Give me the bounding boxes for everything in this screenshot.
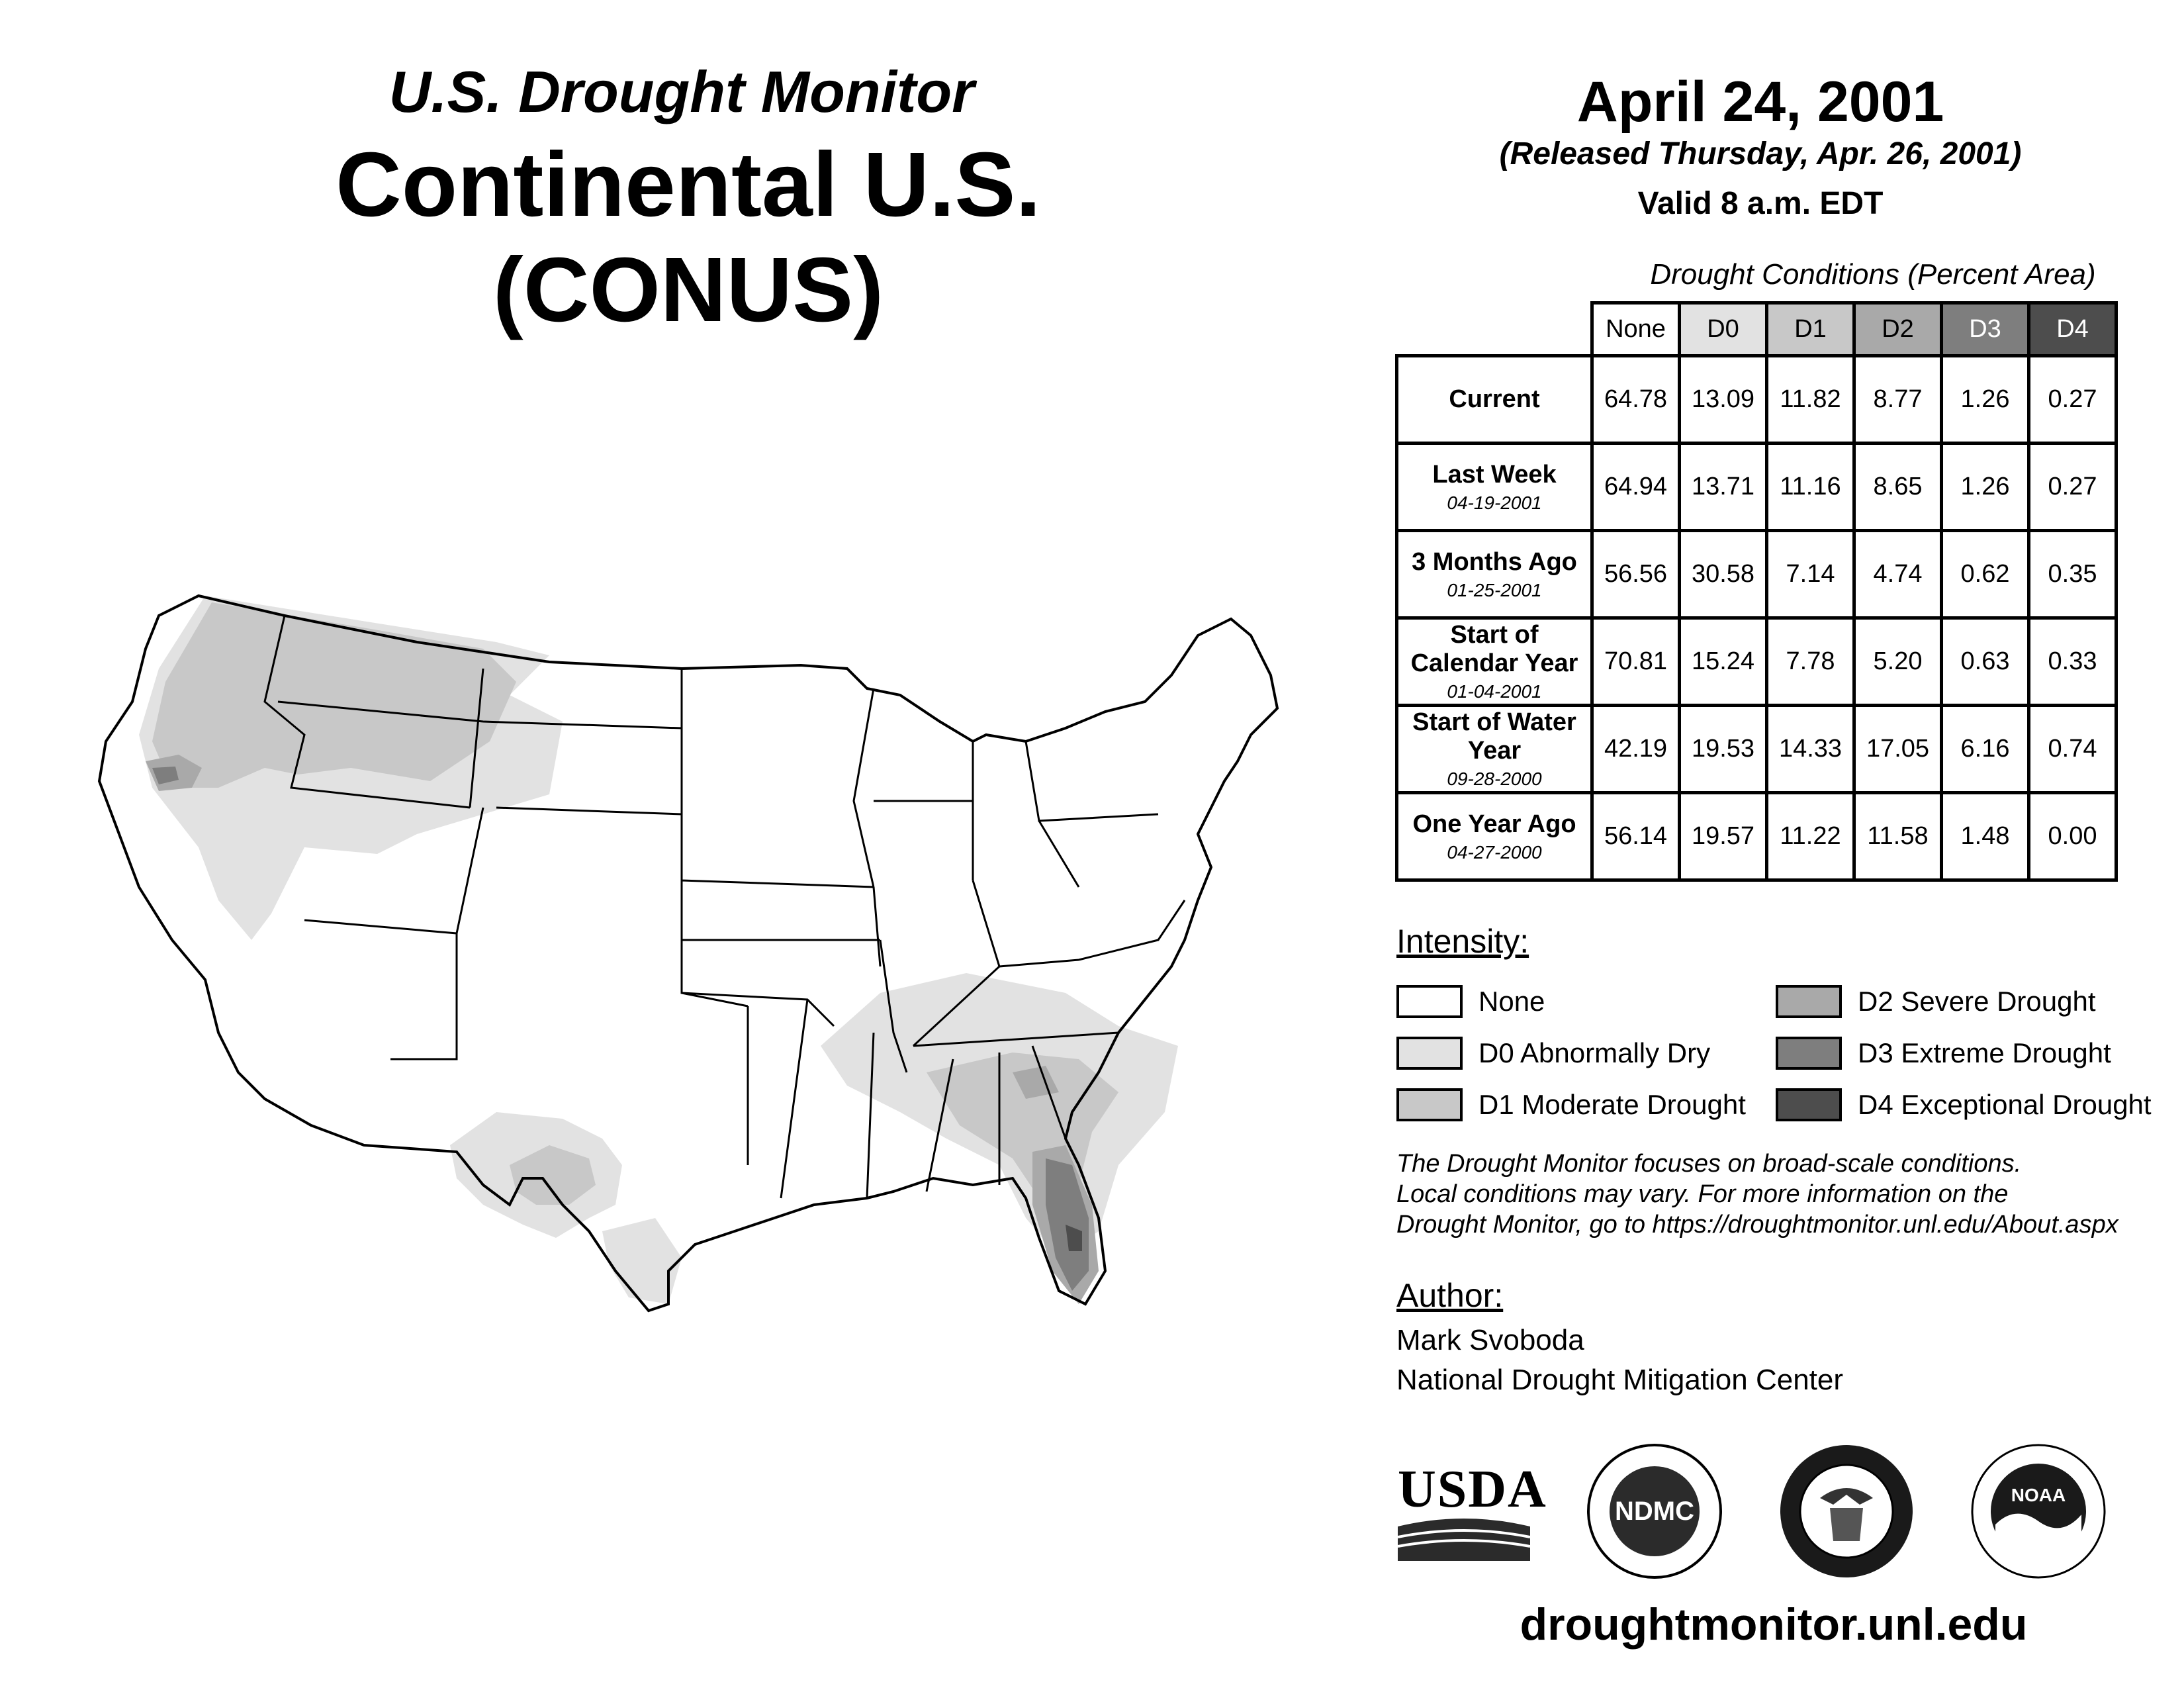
table-cell: 0.35: [2029, 531, 2116, 618]
row-header: [1397, 706, 1592, 793]
table-row-current: [1397, 356, 2116, 444]
table-cell: 19.57: [1680, 793, 1767, 880]
author-name: Mark Svoboda: [1396, 1324, 1584, 1356]
row-date: 01-04-2001: [1447, 681, 1542, 702]
legend-swatch: [1776, 985, 1842, 1018]
table-cell: 17.05: [1854, 706, 1942, 793]
table-cell: 15.24: [1680, 618, 1767, 706]
table-cell: 0.00: [2029, 793, 2116, 880]
table-cell: 64.78: [1592, 356, 1680, 444]
table-cell: 11.16: [1767, 444, 1854, 531]
table-cell: 1.26: [1942, 444, 2029, 531]
legend-label: D0 Abnormally Dry: [1479, 1037, 1711, 1068]
release-date: (Released Thursday, Apr. 26, 2001): [1499, 136, 2022, 171]
table-cell: 0.27: [2029, 356, 2116, 444]
row-label: Start of Calendar Year: [1410, 621, 1578, 677]
table-cell: 64.94: [1592, 444, 1680, 531]
table-cell: 6.16: [1942, 706, 2029, 793]
legend-item-none: [1396, 983, 1545, 1020]
row-label: Start of Water Year: [1412, 708, 1576, 765]
table-cell: 0.27: [2029, 444, 2116, 531]
table-caption: Drought Conditions (Percent Area): [1650, 258, 2096, 291]
drought-shading: [139, 596, 1178, 1304]
table-corner: [1397, 303, 1592, 356]
row-header: [1397, 793, 1592, 880]
note-line-2: Local conditions may vary. For more information on the: [1396, 1180, 2009, 1208]
table-body: [1397, 356, 2116, 880]
legend-title: Intensity:: [1396, 923, 1529, 960]
map-subtitle: U.S. Drought Monitor: [388, 59, 975, 124]
noaa-seal-icon: [1969, 1442, 2108, 1581]
table-cell: 14.33: [1767, 706, 1854, 793]
legend-item-d1: [1396, 1086, 1746, 1123]
legend-label: D2 Severe Drought: [1858, 986, 2096, 1017]
author-organization: National Drought Mitigation Center: [1396, 1364, 1844, 1396]
legend-swatch: [1396, 1037, 1463, 1070]
table-row-start-of-calendar-year: [1397, 618, 2116, 706]
disclaimer-note: [1396, 1149, 2177, 1240]
row-date: 04-19-2001: [1447, 492, 1542, 514]
table-cell: 8.77: [1854, 356, 1942, 444]
row-label: Current: [1449, 385, 1540, 414]
table-cell: 0.74: [2029, 706, 2116, 793]
table-cell: 11.82: [1767, 356, 1854, 444]
legend-swatch: [1396, 985, 1463, 1018]
row-header: [1397, 444, 1592, 531]
table-cell: 56.14: [1592, 793, 1680, 880]
table-cell: 13.09: [1680, 356, 1767, 444]
table-cell: 7.78: [1767, 618, 1854, 706]
usda-hills-icon: [1398, 1515, 1530, 1561]
website-url[interactable]: droughtmonitor.unl.edu: [1520, 1599, 2028, 1650]
row-date: 04-27-2000: [1447, 842, 1542, 863]
drought-area-northwest-d1: [152, 602, 516, 788]
legend-label: D1 Moderate Drought: [1479, 1089, 1746, 1120]
commerce-seal-icon: [1777, 1442, 1916, 1581]
row-header: [1397, 618, 1592, 706]
table-cell: 1.26: [1942, 356, 2029, 444]
legend-label: None: [1479, 986, 1545, 1017]
table-row-start-of-water-year: [1397, 706, 2116, 793]
legend-label: D3 Extreme Drought: [1858, 1037, 2111, 1068]
legend-item-d0: [1396, 1035, 1710, 1072]
table-cell: 1.48: [1942, 793, 2029, 880]
table-cell: 30.58: [1680, 531, 1767, 618]
drought-stats-table: [1395, 301, 2118, 882]
table-row-last-week: [1397, 444, 2116, 531]
table-cell: 7.14: [1767, 531, 1854, 618]
col-header-d1: D1: [1767, 303, 1854, 356]
note-line-1: The Drought Monitor focuses on broad-scale conditions.: [1396, 1150, 2022, 1178]
map-title: Continental U.S. (CONUS): [336, 134, 1041, 341]
legend-swatch: [1396, 1088, 1463, 1121]
row-header: [1397, 356, 1592, 444]
legend-item-d4: [1776, 1086, 2152, 1123]
table-cell: 4.74: [1854, 531, 1942, 618]
table-cell: 56.56: [1592, 531, 1680, 618]
ndmc-seal-icon: [1585, 1442, 1724, 1581]
table-cell: 8.65: [1854, 444, 1942, 531]
map-date: April 24, 2001: [1576, 70, 1944, 134]
valid-time: Valid 8 a.m. EDT: [1637, 186, 1884, 221]
row-label: 3 Months Ago: [1412, 547, 1577, 576]
usda-logo-text: USDA: [1398, 1460, 1547, 1519]
ndmc-seal-text: NDMC: [1615, 1497, 1694, 1526]
col-header-d4: D4: [2029, 303, 2116, 356]
row-date: 01-25-2001: [1447, 580, 1542, 601]
table-cell: 13.71: [1680, 444, 1767, 531]
note-line-3: Drought Monitor, go to https://droughtmonitor.unl.edu/About.aspx: [1396, 1211, 2118, 1239]
drought-map: [86, 569, 1297, 1344]
col-header-d0: D0: [1680, 303, 1767, 356]
table-cell: 42.19: [1592, 706, 1680, 793]
author-heading: Author:: [1396, 1277, 1504, 1314]
legend-swatch: [1776, 1037, 1842, 1070]
row-label: Last Week: [1432, 460, 1557, 489]
table-row-three-months-ago: [1397, 531, 2116, 618]
row-header: [1397, 531, 1592, 618]
table-cell: 0.62: [1942, 531, 2029, 618]
table-cell: 11.22: [1767, 793, 1854, 880]
legend-swatch: [1776, 1088, 1842, 1121]
usda-logo: [1398, 1460, 1547, 1562]
table-cell: 0.63: [1942, 618, 2029, 706]
legend-item-d3: [1776, 1035, 2111, 1072]
table-cell: 0.33: [2029, 618, 2116, 706]
table-row-one-year-ago: [1397, 793, 2116, 880]
table-cell: 11.58: [1854, 793, 1942, 880]
col-header-d2: D2: [1854, 303, 1942, 356]
col-header-d3: D3: [1942, 303, 2029, 356]
table-cell: 70.81: [1592, 618, 1680, 706]
row-label: One Year Ago: [1412, 810, 1576, 838]
table-cell: 19.53: [1680, 706, 1767, 793]
row-date: 09-28-2000: [1447, 769, 1542, 790]
table-cell: 5.20: [1854, 618, 1942, 706]
legend-label: D4 Exceptional Drought: [1858, 1089, 2152, 1120]
col-header-none: None: [1592, 303, 1680, 356]
noaa-seal-text: NOAA: [2011, 1485, 2066, 1505]
legend-item-d2: [1776, 983, 2096, 1020]
